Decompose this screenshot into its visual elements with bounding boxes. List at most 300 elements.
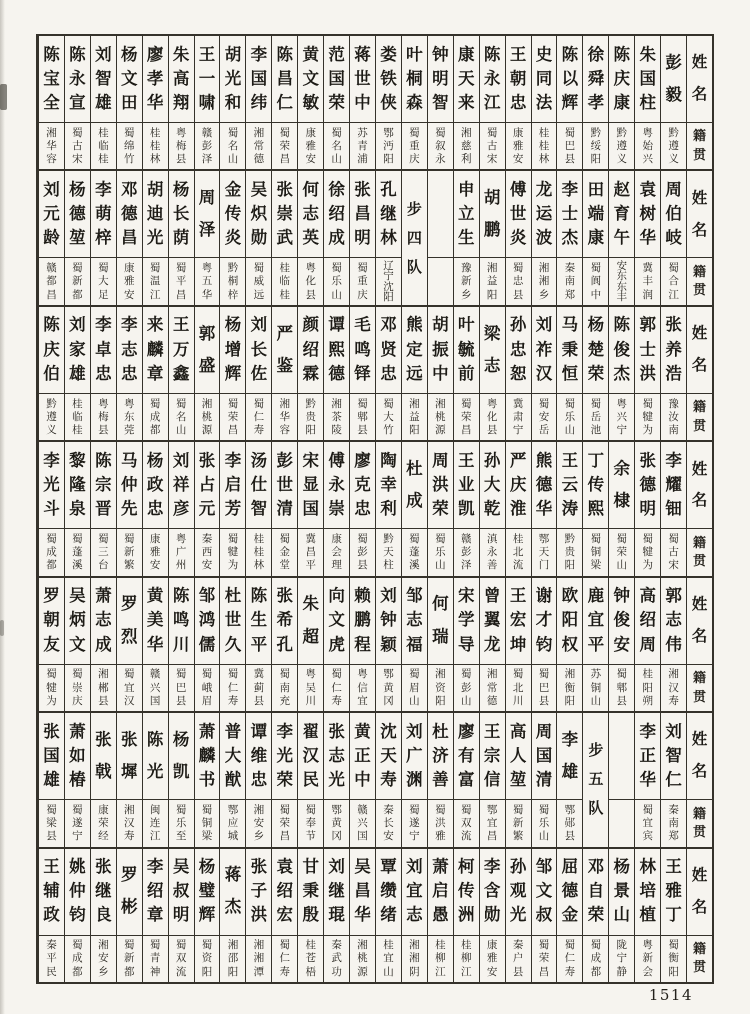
- glyph: 光: [224, 68, 242, 88]
- entry-name-cell: [117, 171, 142, 258]
- glyph: 桂: [279, 262, 291, 275]
- entry-place-cell: [91, 529, 116, 575]
- glyph: 蜀: [486, 126, 498, 139]
- glyph: 刘: [380, 586, 397, 606]
- header-name-cell: [687, 713, 712, 800]
- glyph: 端: [587, 204, 605, 224]
- glyph: 余: [613, 458, 631, 478]
- glyph: 粤: [305, 668, 316, 681]
- glyph: 眉: [201, 694, 213, 707]
- glyph: 铜: [590, 546, 602, 559]
- entry-name-cell: [169, 171, 194, 258]
- entry-place-cell: [169, 529, 194, 575]
- glyph: 郴: [98, 681, 109, 694]
- entry-place-cell: [65, 529, 90, 575]
- glyph: 蜀: [175, 803, 187, 816]
- roster-entry-column: [375, 442, 401, 575]
- glyph: 籍: [693, 535, 707, 551]
- glyph: 秦: [201, 532, 213, 545]
- glyph: 陇: [616, 939, 628, 952]
- glyph: 甘: [302, 857, 319, 877]
- glyph: 昌: [460, 424, 472, 436]
- glyph: 武: [276, 228, 294, 248]
- glyph: 溪: [72, 559, 83, 572]
- glyph: 午: [613, 228, 631, 248]
- glyph: 成: [590, 952, 602, 965]
- glyph: 杨: [172, 180, 190, 200]
- glyph: 志: [665, 610, 682, 630]
- glyph: 罗: [121, 865, 138, 885]
- glyph: 蜀: [46, 803, 57, 816]
- entry-place-cell: [480, 665, 505, 711]
- glyph: 蜀: [72, 939, 83, 952]
- entry-name-cell: [376, 849, 401, 936]
- glyph: 乡: [253, 830, 265, 843]
- glyph: 梅: [98, 410, 109, 423]
- roster-entry-column: [219, 442, 245, 575]
- glyph: 康: [613, 92, 631, 112]
- glyph: 英: [302, 228, 319, 248]
- glyph: 国: [302, 499, 319, 519]
- glyph: 彦: [172, 499, 190, 519]
- glyph: 蜀: [98, 262, 109, 275]
- glyph: 李: [561, 729, 579, 749]
- glyph: 桃: [201, 410, 213, 423]
- glyph: 金: [561, 905, 579, 925]
- glyph: 江: [668, 288, 679, 301]
- glyph: 合: [668, 275, 679, 288]
- roster-entry-column: [194, 171, 220, 304]
- entry-place-cell: [609, 394, 634, 440]
- glyph: 蜀: [279, 532, 291, 545]
- glyph: 陈: [613, 44, 631, 64]
- glyph: 启: [432, 881, 449, 901]
- entry-place-cell: [220, 394, 245, 440]
- glyph: 奉: [305, 817, 316, 830]
- roster-header-column: [686, 36, 712, 169]
- glyph: 汉: [668, 681, 679, 694]
- glyph: 章: [146, 905, 164, 925]
- glyph: 荣: [587, 905, 605, 925]
- glyph: 荣: [328, 92, 345, 112]
- glyph: 黄: [354, 721, 371, 741]
- glyph: 华: [201, 288, 213, 301]
- entry-place-cell: [583, 665, 608, 711]
- glyph: 王: [483, 721, 501, 741]
- glyph: 蜀: [668, 532, 679, 545]
- entry-name-cell: [583, 442, 608, 529]
- entry-place-cell: [143, 665, 168, 711]
- glyph: 县: [538, 694, 550, 707]
- glyph: 名: [691, 762, 708, 781]
- entry-name-cell: [506, 442, 531, 529]
- glyph: 雅: [665, 881, 682, 901]
- glyph: 宁: [409, 830, 420, 843]
- entry-name-cell: [324, 442, 349, 529]
- glyph: 犍: [227, 546, 239, 559]
- glyph: 桃: [435, 410, 446, 423]
- glyph: 李: [561, 180, 579, 200]
- glyph: 陵: [331, 424, 342, 436]
- roster-entry-column: [271, 36, 297, 169]
- glyph: 柯: [457, 857, 475, 877]
- entry-place-cell: [220, 800, 245, 846]
- glyph: 史: [535, 44, 553, 64]
- glyph: 李: [483, 857, 501, 877]
- entry-place-cell: [246, 123, 271, 169]
- glyph: 光: [43, 475, 60, 495]
- glyph: 宜: [642, 817, 653, 830]
- glyph: 俊: [613, 339, 631, 359]
- entry-place-cell: [557, 529, 582, 575]
- glyph: 刘: [69, 315, 86, 335]
- glyph: 光: [328, 769, 345, 789]
- glyph: 权: [561, 634, 579, 654]
- roster-entry-column: [453, 442, 479, 575]
- glyph: 三: [98, 546, 109, 559]
- roster-entry-column: [38, 578, 64, 711]
- glyph: 湘: [98, 939, 109, 952]
- roster-entry-column: [608, 578, 634, 711]
- glyph: 宋: [457, 586, 475, 606]
- entry-place-cell: [39, 936, 64, 982]
- glyph: 蜀: [279, 126, 291, 139]
- glyph: 青: [149, 952, 161, 965]
- entry-place-cell: [91, 123, 116, 169]
- roster-entry-column: [245, 171, 271, 304]
- glyph: 成: [46, 546, 57, 559]
- glyph: 古: [668, 546, 679, 559]
- glyph: 县: [357, 559, 368, 572]
- glyph: 蜀: [175, 668, 187, 681]
- glyph: 蜀: [538, 939, 550, 952]
- glyph: 雅: [149, 546, 161, 559]
- glyph: 平: [175, 275, 187, 288]
- glyph: 康: [486, 939, 498, 952]
- glyph: 张: [95, 857, 112, 877]
- entry-name-cell: [272, 307, 297, 394]
- roster-entry-column: [556, 171, 582, 304]
- glyph: 蜀: [124, 126, 135, 139]
- glyph: 志: [95, 610, 112, 630]
- entry-name-cell: [661, 36, 686, 123]
- entry-name-cell: [661, 171, 686, 258]
- entry-name-cell: [272, 713, 297, 800]
- entry-place-cell: [298, 123, 323, 169]
- glyph: 益: [486, 275, 498, 288]
- glyph: 山: [227, 153, 239, 166]
- glyph: 申: [457, 180, 475, 200]
- roster-entry-column: [142, 849, 168, 982]
- glyph: 铁: [380, 68, 397, 88]
- glyph: 威: [253, 275, 265, 288]
- glyph: 连: [149, 817, 161, 830]
- glyph: 曾: [483, 586, 501, 606]
- entry-place-cell: [298, 665, 323, 711]
- entry-place-cell: [661, 258, 686, 304]
- scan-smudge: [0, 620, 4, 636]
- glyph: 郭: [639, 315, 656, 335]
- entry-place-cell: [376, 800, 401, 846]
- glyph: 仲: [121, 475, 138, 495]
- glyph: 庆: [72, 694, 83, 707]
- glyph: 李: [95, 315, 112, 335]
- unit-label-column: [582, 713, 608, 846]
- glyph: 傅: [328, 450, 345, 470]
- roster-entry-column: [271, 171, 297, 304]
- glyph: 雅: [124, 275, 135, 288]
- glyph: 巴: [538, 681, 550, 694]
- entry-name-cell: [350, 171, 375, 258]
- roster-entry-column: [505, 36, 531, 169]
- glyph: 滇: [486, 532, 498, 545]
- entry-place-cell: [117, 123, 142, 169]
- glyph: 充: [279, 694, 291, 707]
- glyph: 蜀: [72, 668, 83, 681]
- glyph: 汝: [668, 410, 679, 423]
- glyph: 观: [509, 881, 527, 901]
- glyph: 华: [535, 499, 553, 519]
- glyph: 豫: [460, 262, 472, 275]
- glyph: 张: [276, 586, 294, 606]
- glyph: 县: [486, 424, 498, 436]
- glyph: 显: [302, 475, 319, 495]
- glyph: 李: [224, 450, 242, 470]
- entry-name-cell: [635, 578, 660, 665]
- glyph: 钟: [613, 586, 631, 606]
- glyph: 籍: [693, 942, 707, 957]
- glyph: 蜀: [46, 532, 57, 545]
- glyph: 县: [175, 153, 187, 166]
- glyph: 都: [46, 559, 57, 572]
- glyph: 汉: [124, 817, 135, 830]
- entry-place-cell: [195, 936, 220, 982]
- glyph: 兴: [357, 817, 368, 830]
- glyph: 德: [253, 153, 265, 166]
- roster-entry-column: [505, 849, 531, 982]
- glyph: 昌: [279, 153, 291, 166]
- glyph: 荣: [98, 817, 109, 830]
- roster-entry-column: [453, 578, 479, 711]
- entry-place-cell: [557, 394, 582, 440]
- entry-name-cell: [376, 713, 401, 800]
- glyph: 蜀: [98, 532, 109, 545]
- glyph: 宜: [587, 610, 605, 630]
- glyph: 覃: [380, 857, 397, 877]
- glyph: 胡: [483, 188, 501, 208]
- glyph: 荣: [279, 817, 291, 830]
- entry-name-cell: [324, 36, 349, 123]
- roster-entry-column: [271, 307, 297, 440]
- glyph: 理: [331, 559, 342, 572]
- entry-name-cell: [376, 171, 401, 258]
- roster-entry-column: [634, 578, 660, 711]
- entry-name-cell: [376, 36, 401, 123]
- roster-entry-column: [90, 578, 116, 711]
- glyph: 安: [538, 410, 550, 423]
- entry-name-cell: [195, 442, 220, 529]
- glyph: 佐: [250, 363, 268, 383]
- roster-entry-column: [634, 36, 660, 169]
- glyph: 东: [124, 410, 135, 423]
- glyph: 屈: [561, 857, 579, 877]
- roster-entry-column: [608, 442, 634, 575]
- entry-place-cell: [298, 258, 323, 304]
- glyph: 李: [665, 450, 682, 470]
- glyph: 鄂: [538, 532, 550, 545]
- glyph: 州: [175, 559, 187, 572]
- header-place-cell: [687, 123, 712, 169]
- glyph: 山: [538, 830, 550, 843]
- glyph: 豫: [668, 397, 679, 410]
- entry-name-cell: [506, 171, 531, 258]
- glyph: 湘: [538, 262, 550, 275]
- entry-place-cell: [402, 123, 427, 169]
- glyph: 冀: [305, 532, 316, 545]
- glyph: 卓: [95, 339, 112, 359]
- roster-entry-column: [375, 36, 401, 169]
- glyph: 蜀: [227, 668, 239, 681]
- glyph: 汉: [302, 745, 319, 765]
- entry-name-cell: [143, 713, 168, 800]
- entry-place-cell: [402, 394, 427, 440]
- entry-place-cell: [272, 800, 297, 846]
- glyph: 毓: [457, 339, 475, 359]
- glyph: 陈: [276, 44, 294, 64]
- glyph: 颖: [380, 634, 397, 654]
- glyph: 蜀: [538, 397, 550, 410]
- glyph: 蜀: [435, 532, 446, 545]
- glyph: 陈: [43, 315, 60, 335]
- glyph: 临: [72, 410, 83, 423]
- glyph: 鹏: [354, 610, 371, 630]
- glyph: 朝: [509, 68, 527, 88]
- glyph: 广: [175, 546, 187, 559]
- glyph: 斗: [43, 499, 60, 519]
- glyph: 平: [250, 634, 268, 654]
- entry-name-cell: [428, 36, 453, 123]
- entry-name-cell: [583, 307, 608, 394]
- roster-entry-column: [142, 578, 168, 711]
- roster-entry-column: [556, 307, 582, 440]
- glyph: 李: [639, 721, 656, 741]
- glyph: 涛: [561, 499, 579, 519]
- glyph: 孔: [380, 180, 397, 200]
- glyph: 都: [590, 965, 602, 978]
- glyph: 冀: [642, 262, 653, 275]
- glyph: 霖: [302, 363, 319, 383]
- glyph: 杰: [224, 897, 242, 917]
- glyph: 湘: [253, 126, 265, 139]
- entry-place-cell: [350, 665, 375, 711]
- entry-place-cell: [195, 394, 220, 440]
- glyph: 国: [535, 745, 553, 765]
- roster-entry-column: [245, 578, 271, 711]
- glyph: 湘: [460, 126, 472, 139]
- glyph: 翼: [483, 610, 501, 630]
- glyph: 椿: [69, 769, 86, 789]
- entry-place-cell: [324, 936, 349, 982]
- glyph: 古: [72, 139, 83, 152]
- glyph: 张: [95, 729, 112, 749]
- glyph: 蜀: [460, 668, 472, 681]
- glyph: 湘: [409, 952, 420, 965]
- glyph: 冈: [331, 830, 342, 843]
- glyph: 刘: [328, 857, 345, 877]
- entry-place-cell: [428, 800, 453, 846]
- entry-place-cell: [506, 800, 531, 846]
- glyph: 生: [457, 228, 475, 248]
- glyph: 王: [509, 586, 527, 606]
- entry-place-cell: [350, 394, 375, 440]
- glyph: 大: [383, 410, 394, 423]
- roster-entry-column: [194, 578, 220, 711]
- roster-entry-column: [427, 36, 453, 169]
- roster-entry-column: [505, 171, 531, 304]
- entry-place-cell: [324, 123, 349, 169]
- entry-place-cell: [635, 123, 660, 169]
- entry-place-cell: [324, 665, 349, 711]
- glyph: 粤: [98, 397, 109, 410]
- entry-name-cell: [454, 849, 479, 936]
- glyph: 王: [665, 857, 682, 877]
- entry-place-cell: [376, 394, 401, 440]
- glyph: 阳: [564, 559, 576, 572]
- glyph: 浦: [357, 153, 368, 166]
- entry-name-cell: [350, 849, 375, 936]
- roster-entry-column: [245, 442, 271, 575]
- glyph: 安: [201, 559, 213, 572]
- glyph: 陶: [380, 450, 397, 470]
- glyph: 杨: [146, 450, 164, 470]
- glyph: 家: [69, 339, 86, 359]
- glyph: 廖: [457, 721, 475, 741]
- entry-place-cell: [117, 800, 142, 846]
- glyph: 东: [616, 280, 628, 293]
- glyph: 翔: [172, 92, 190, 112]
- glyph: 源: [201, 424, 213, 436]
- glyph: 益: [409, 410, 420, 423]
- roster-entry-column: [401, 442, 427, 575]
- glyph: 植: [639, 905, 656, 925]
- glyph: 秦: [46, 939, 57, 952]
- entry-place-cell: [402, 665, 427, 711]
- glyph: 洲: [457, 905, 475, 925]
- glyph: 友: [43, 634, 60, 654]
- glyph: 乐: [564, 410, 576, 423]
- glyph: 隆: [69, 475, 86, 495]
- glyph: 山: [460, 694, 472, 707]
- entry-name-cell: [272, 442, 297, 529]
- entry-place-cell: [117, 936, 142, 982]
- entry-name-cell: [454, 713, 479, 800]
- glyph: 铜: [590, 681, 602, 694]
- glyph: 双: [460, 817, 472, 830]
- glyph: 政: [43, 905, 60, 925]
- glyph: 崇: [276, 204, 294, 224]
- glyph: 康: [457, 44, 475, 64]
- entry-place-cell: [39, 529, 64, 575]
- entry-name-cell: [91, 578, 116, 665]
- roster-entry-column: [271, 442, 297, 575]
- entry-place-cell: [272, 665, 297, 711]
- glyph: 义: [616, 153, 628, 166]
- glyph: 新: [72, 275, 83, 288]
- glyph: 蜀: [201, 668, 213, 681]
- glyph: 寿: [124, 830, 135, 843]
- glyph: 中: [354, 92, 371, 112]
- entry-place-cell: [532, 258, 557, 304]
